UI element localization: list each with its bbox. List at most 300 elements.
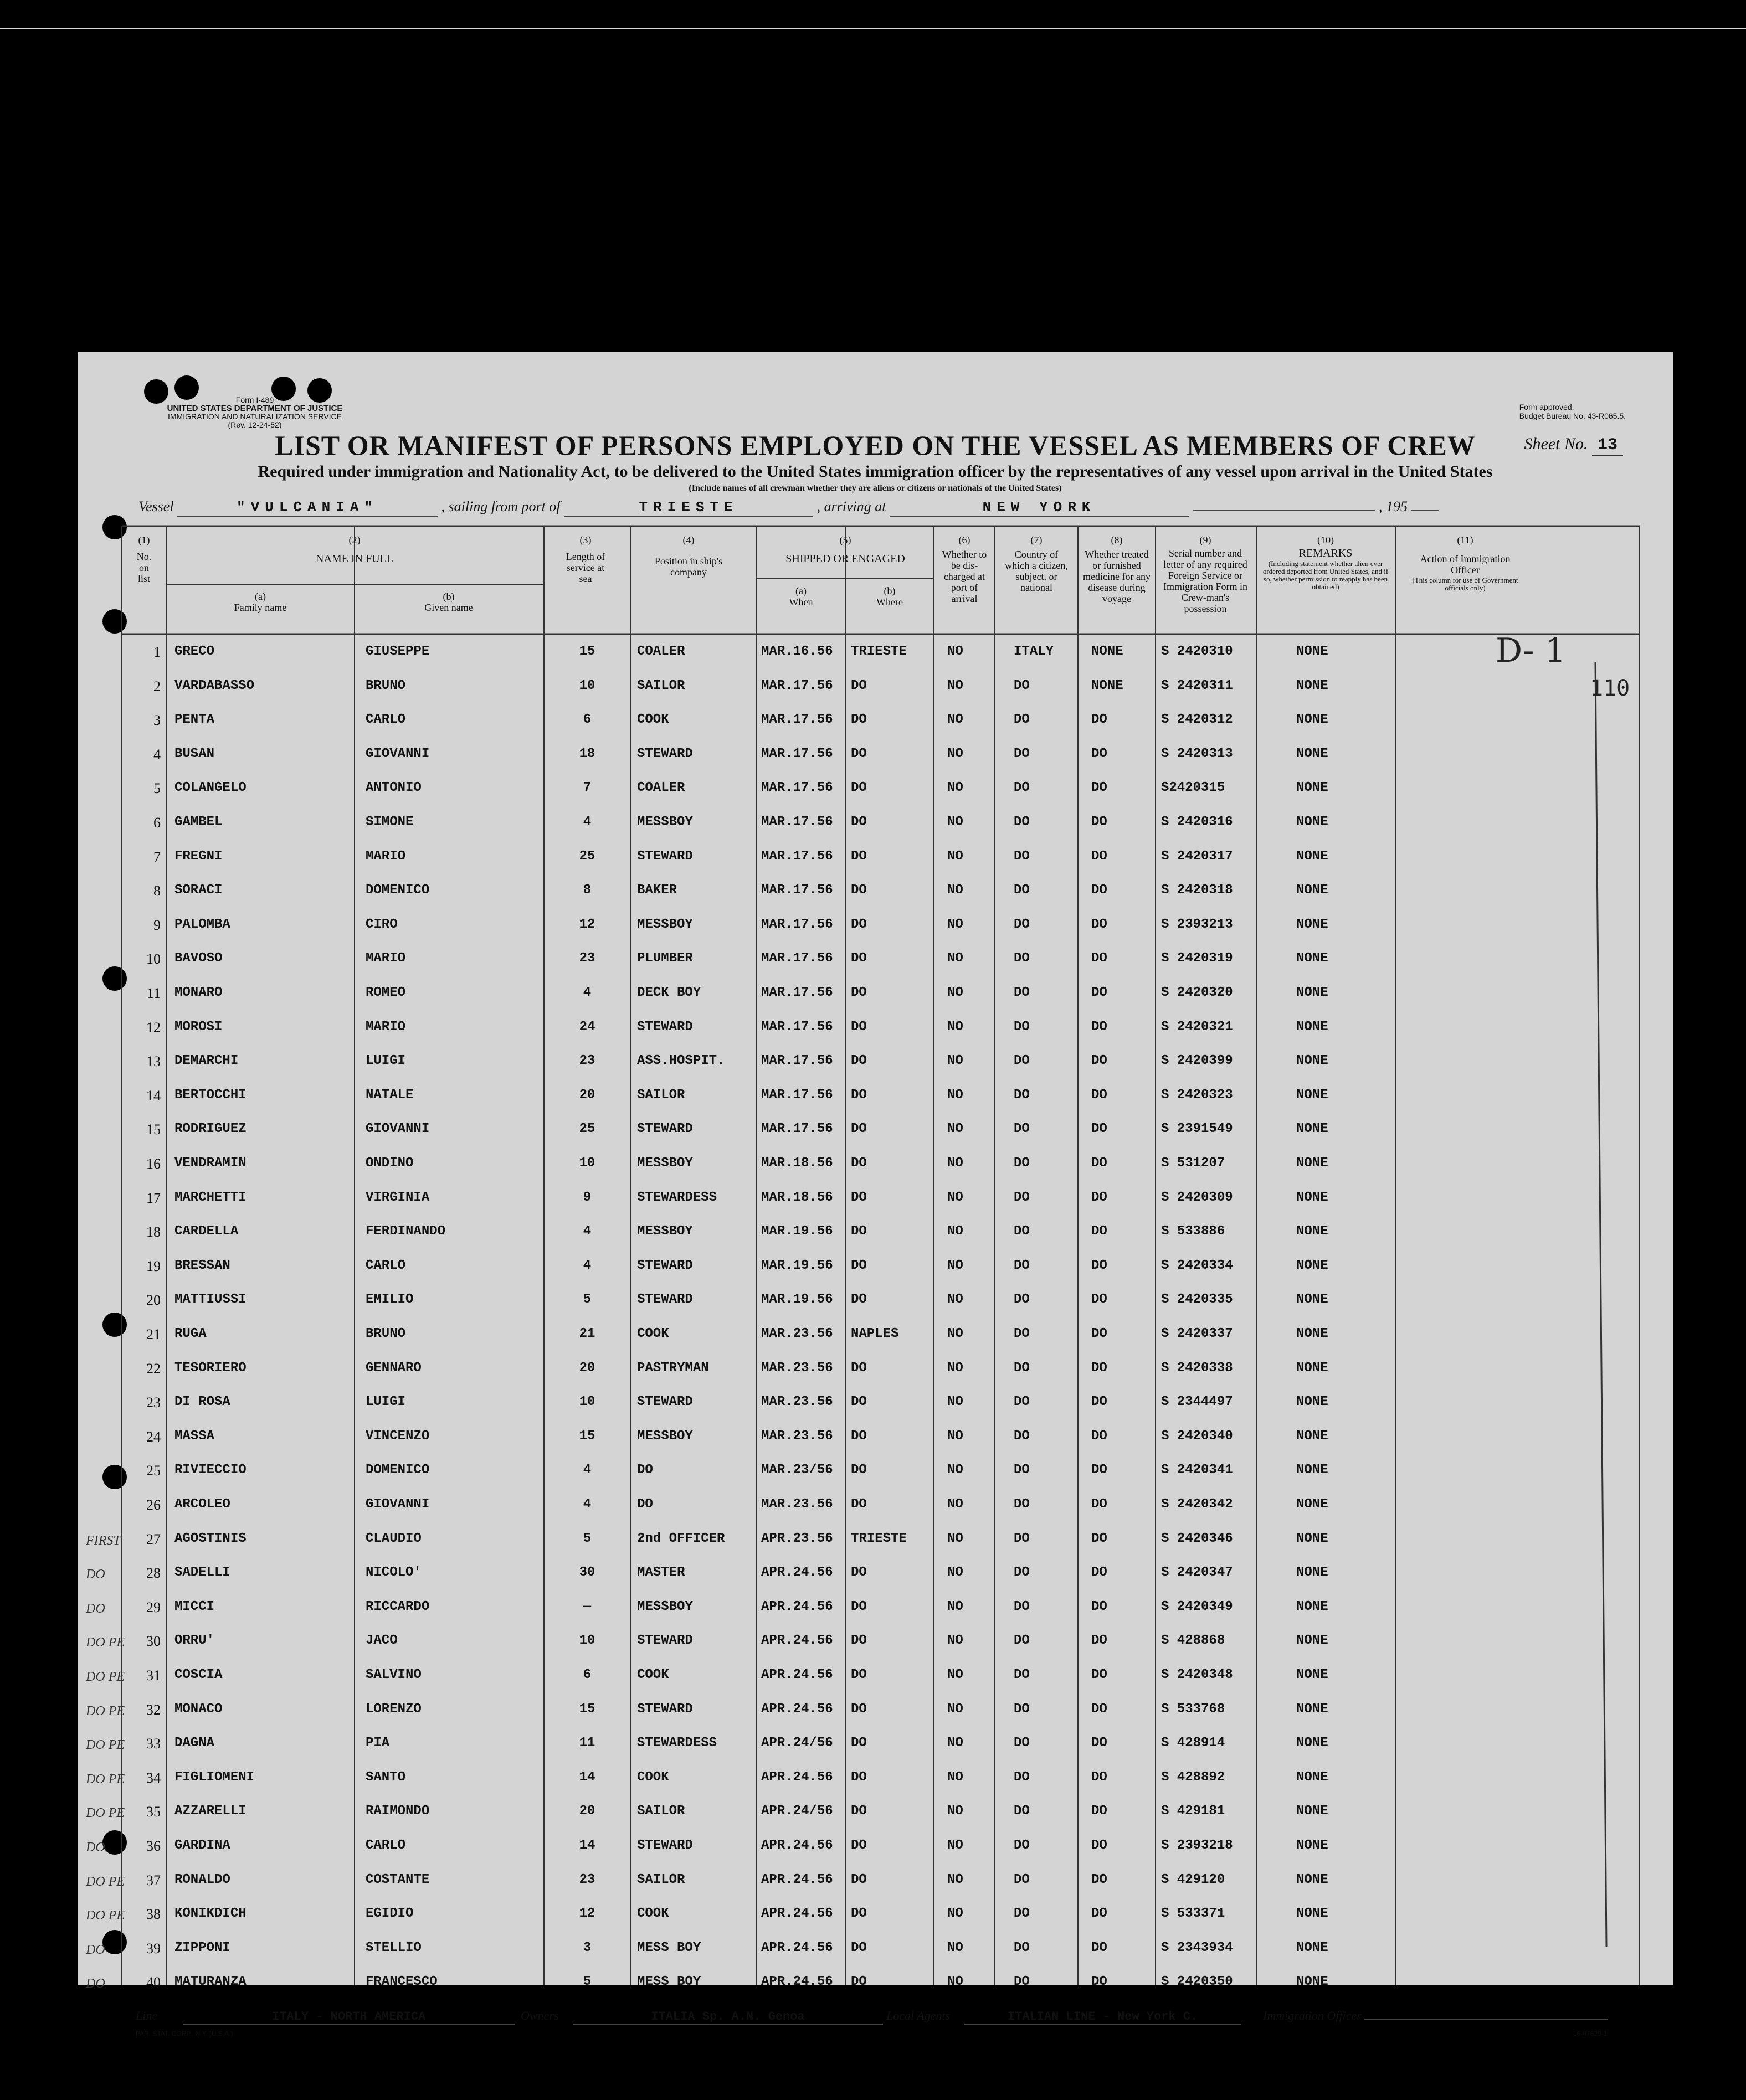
service-length: 23: [579, 1872, 595, 1887]
shipped-when: APR.24.56: [761, 1940, 833, 1955]
position: MESSBOY: [637, 917, 693, 932]
row-number: 37: [146, 1872, 161, 1888]
serial-number: S 2420311: [1161, 678, 1233, 693]
serial-number: S2420315: [1161, 780, 1225, 796]
serial-number: S 2420349: [1161, 1599, 1233, 1614]
discharged: NO: [947, 1974, 963, 1990]
given-name: NATALE: [366, 1087, 414, 1103]
service-length: 12: [579, 1906, 595, 1922]
treated: DO: [1091, 1769, 1107, 1785]
given-name: SALVINO: [366, 1667, 422, 1682]
position: SAILOR: [637, 1872, 685, 1887]
treated: DO: [1091, 1804, 1107, 1819]
crew-manifest-sheet: [78, 352, 1673, 2037]
shipped-where: DO: [851, 1633, 867, 1649]
family-name: MASSA: [174, 1428, 215, 1444]
shipped-when: APR.24.56: [761, 1701, 833, 1717]
given-name: VIRGINIA: [366, 1190, 430, 1205]
row-number: 27: [146, 1531, 161, 1547]
family-name: BAVOSO: [174, 951, 223, 966]
shipped-when: APR.24.56: [761, 1667, 833, 1682]
shipped-where: DO: [851, 985, 867, 1000]
officer-label: Immigration Officer: [1263, 2009, 1362, 2022]
family-name: ARCOLEO: [174, 1497, 230, 1512]
given-name: CARLO: [366, 712, 406, 728]
given-name: GENNARO: [366, 1360, 422, 1376]
treated: DO: [1091, 815, 1107, 830]
family-name: MATTIUSSI: [174, 1292, 247, 1308]
treated: DO: [1091, 1667, 1107, 1682]
shipped-when: APR.23.56: [761, 1531, 833, 1546]
remarks: NONE: [1296, 1121, 1328, 1137]
remarks: NONE: [1296, 1974, 1328, 1990]
shipped-when: MAR.17.56: [761, 780, 833, 796]
given-name: CLAUDIO: [366, 1531, 422, 1546]
given-name: DOMENICO: [366, 883, 430, 898]
shipped-where: DO: [851, 1360, 867, 1376]
discharged: NO: [947, 1190, 963, 1205]
country: DO: [1014, 1599, 1030, 1614]
discharged: NO: [947, 1326, 963, 1341]
family-name: DAGNA: [174, 1736, 215, 1751]
footer-officer: [1263, 2009, 1608, 2023]
remarks: NONE: [1296, 1224, 1328, 1239]
service-length: 10: [579, 1394, 595, 1410]
treated: DO: [1091, 746, 1107, 761]
country: DO: [1014, 1019, 1030, 1034]
col6-header: (6) Whether to be dis-charged at port of arrival: [942, 534, 987, 604]
serial-number: S 2420337: [1161, 1326, 1233, 1341]
family-name: PALOMBA: [174, 917, 230, 932]
discharged: NO: [947, 1156, 963, 1171]
discharged: NO: [947, 1701, 963, 1717]
service-length: —: [583, 1599, 592, 1614]
agents-value: ITALIAN LINE - New York C.: [964, 2010, 1241, 2025]
row-number: 7: [153, 848, 161, 865]
country: DO: [1014, 712, 1030, 728]
given-name: ROMEO: [366, 985, 406, 1000]
serial-number: S 533886: [1161, 1224, 1225, 1239]
country: DO: [1014, 985, 1030, 1000]
col9-header: (9) Serial number and letter of any required Foreign Service or Immigration Form in Crew-man's possession: [1163, 534, 1247, 614]
family-name: MONACO: [174, 1701, 223, 1717]
given-name: FRANCESCO: [366, 1974, 438, 1990]
serial-number: S 2420323: [1161, 1087, 1233, 1103]
remarks: NONE: [1296, 678, 1328, 693]
discharged: NO: [947, 1599, 963, 1614]
family-name: VARDABASSO: [174, 678, 255, 693]
include-note: (Include names of all crewman whether they are aliens or citizens or nationals of the United States): [689, 483, 1062, 493]
country: DO: [1014, 1463, 1030, 1478]
discharged: NO: [947, 951, 963, 966]
position: STEWARD: [637, 1292, 693, 1308]
shipped-where: DO: [851, 1087, 867, 1103]
given-name: FERDINANDO: [366, 1224, 446, 1239]
shipped-when: MAR.17.56: [761, 883, 833, 898]
remarks: NONE: [1296, 1292, 1328, 1308]
margin-note: DO PE: [86, 1670, 125, 1684]
serial-number: S 2420350: [1161, 1974, 1233, 1990]
shipped-when: MAR.17.56: [761, 1121, 833, 1137]
row-number: 31: [146, 1667, 161, 1684]
row-number: 22: [146, 1360, 161, 1377]
shipped-where: NAPLES: [851, 1326, 899, 1341]
serial-number: S 2420312: [1161, 712, 1233, 728]
family-name: RIVIECCIO: [174, 1463, 247, 1478]
row-number: 24: [146, 1428, 161, 1445]
position: STEWARD: [637, 1258, 693, 1273]
discharged: NO: [947, 1804, 963, 1819]
family-name: FREGNI: [174, 848, 223, 864]
row-number: 39: [146, 1940, 161, 1957]
shipped-when: MAR.23.56: [761, 1428, 833, 1444]
position: MASTER: [637, 1565, 685, 1581]
row-number: 36: [146, 1838, 161, 1854]
discharged: NO: [947, 712, 963, 728]
family-name: COSCIA: [174, 1667, 223, 1682]
country: DO: [1014, 780, 1030, 796]
treated: DO: [1091, 1599, 1107, 1614]
service-length: 23: [579, 951, 595, 966]
remarks: NONE: [1296, 644, 1328, 659]
serial-number: S 2393213: [1161, 917, 1233, 932]
treated: DO: [1091, 883, 1107, 898]
family-name: SADELLI: [174, 1565, 230, 1581]
family-name: GAMBEL: [174, 815, 223, 830]
service-length: 5: [583, 1292, 592, 1308]
service-length: 11: [579, 1736, 595, 1751]
given-name: EMILIO: [366, 1292, 414, 1308]
remarks: NONE: [1296, 780, 1328, 796]
position: COOK: [637, 1769, 669, 1785]
discharged: NO: [947, 1463, 963, 1478]
country: DO: [1014, 1087, 1030, 1103]
discharged: NO: [947, 1224, 963, 1239]
col1-header: (1) No. on list: [136, 534, 152, 584]
row-number: 20: [146, 1292, 161, 1309]
discharged: NO: [947, 1565, 963, 1581]
discharged: NO: [947, 1940, 963, 1955]
margin-note: DO: [86, 1942, 105, 1957]
port-of-sailing: TRIESTE: [564, 499, 813, 517]
position: MESSBOY: [637, 1156, 693, 1171]
col8-header: (8) Whether treated or furnished medicine for any disease during voyage: [1083, 534, 1151, 604]
treated: DO: [1091, 1497, 1107, 1512]
service-length: 12: [579, 917, 595, 932]
discharged: NO: [947, 917, 963, 932]
discharged: NO: [947, 985, 963, 1000]
service-length: 14: [579, 1838, 595, 1853]
position: DO: [637, 1497, 653, 1512]
remarks: NONE: [1296, 1565, 1328, 1581]
shipped-when: MAR.19.56: [761, 1224, 833, 1239]
given-name: SIMONE: [366, 815, 414, 830]
remarks: NONE: [1296, 1667, 1328, 1682]
serial-number: S 429120: [1161, 1872, 1225, 1887]
remarks: NONE: [1296, 1190, 1328, 1205]
serial-number: S 2420334: [1161, 1258, 1233, 1273]
row-number: 30: [146, 1633, 161, 1650]
owners-value: ITALIA Sp. A.N. Genoa: [573, 2010, 883, 2025]
margin-note: DO PE: [86, 1806, 125, 1821]
treated: DO: [1091, 1360, 1107, 1376]
serial-number: S 428914: [1161, 1736, 1225, 1751]
serial-number: S 531207: [1161, 1156, 1225, 1171]
col5-header: (5) SHIPPED OR ENGAGED: [785, 534, 905, 565]
row-number: 9: [153, 917, 161, 933]
shipped-where: DO: [851, 951, 867, 966]
country: DO: [1014, 1701, 1030, 1717]
position: MESSBOY: [637, 1224, 693, 1239]
row-number: 17: [146, 1190, 161, 1206]
margin-note: DO: [86, 1977, 105, 1991]
form-code: 16-67629-1: [1573, 2030, 1608, 2037]
position: COOK: [637, 1906, 669, 1922]
given-name: DOMENICO: [366, 1463, 430, 1478]
treated: DO: [1091, 780, 1107, 796]
treated: DO: [1091, 1428, 1107, 1444]
budget-number: Budget Bureau No. 43-R065.5.: [1519, 411, 1626, 420]
shipped-when: APR.24.56: [761, 1974, 833, 1990]
row-number: 2: [153, 678, 161, 694]
family-name: RUGA: [174, 1326, 207, 1341]
shipped-where: DO: [851, 1769, 867, 1785]
remarks: NONE: [1296, 1940, 1328, 1955]
country: DO: [1014, 1121, 1030, 1137]
given-name: ANTONIO: [366, 780, 422, 796]
country: DO: [1014, 1497, 1030, 1512]
shipped-when: MAR.17.56: [761, 1019, 833, 1034]
country: DO: [1014, 1428, 1030, 1444]
service-length: 24: [579, 1019, 595, 1034]
shipped-when: MAR.18.56: [761, 1156, 833, 1171]
vessel-name: "VULCANIA": [177, 499, 438, 517]
shipped-when: APR.24/56: [761, 1736, 833, 1751]
family-name: GRECO: [174, 644, 215, 659]
row-number: 35: [146, 1804, 161, 1820]
family-name: KONIKDICH: [174, 1906, 247, 1922]
shipped-where: DO: [851, 1872, 867, 1887]
shipped-where: DO: [851, 1224, 867, 1239]
family-name: PENTA: [174, 712, 215, 728]
position: STEWARD: [637, 746, 693, 761]
treated: DO: [1091, 985, 1107, 1000]
shipped-where: DO: [851, 1497, 867, 1512]
position: PLUMBER: [637, 951, 693, 966]
family-name: TESORIERO: [174, 1360, 247, 1376]
family-name: BRESSAN: [174, 1258, 230, 1273]
row-number: 16: [146, 1156, 161, 1172]
discharged: NO: [947, 1087, 963, 1103]
treated: DO: [1091, 1701, 1107, 1717]
given-name: VINCENZO: [366, 1428, 430, 1444]
shipped-where: DO: [851, 883, 867, 898]
shipped-when: APR.24.56: [761, 1906, 833, 1922]
footer-line: [136, 2009, 515, 2025]
remarks: NONE: [1296, 1633, 1328, 1649]
shipped-where: DO: [851, 1019, 867, 1034]
row-number: 34: [146, 1769, 161, 1786]
remarks: NONE: [1296, 1326, 1328, 1341]
treated: DO: [1091, 1633, 1107, 1649]
line-label: Line: [136, 2009, 158, 2022]
treated: DO: [1091, 1838, 1107, 1853]
serial-number: S 2420316: [1161, 815, 1233, 830]
row-number: 11: [146, 985, 161, 1001]
serial-number: S 2393218: [1161, 1838, 1233, 1853]
port-of-arrival: NEW YORK: [890, 499, 1189, 517]
printer-imprint: PAR. STAT. CORP., N.Y. (U.S.A.): [136, 2030, 233, 2037]
shipped-where: DO: [851, 1838, 867, 1853]
remarks: NONE: [1296, 848, 1328, 864]
shipped-when: APR.24.56: [761, 1633, 833, 1649]
serial-number: S 2420317: [1161, 848, 1233, 864]
position: STEWARDESS: [637, 1736, 717, 1751]
discharged: NO: [947, 746, 963, 761]
shipped-when: MAR.23.56: [761, 1360, 833, 1376]
position: STEWARD: [637, 1838, 693, 1853]
service-length: 15: [579, 1428, 595, 1444]
shipped-where: DO: [851, 678, 867, 693]
remarks: NONE: [1296, 1701, 1328, 1717]
given-name: NICOLO': [366, 1565, 422, 1581]
shipped-where: DO: [851, 1599, 867, 1614]
shipped-where: DO: [851, 1565, 867, 1581]
discharged: NO: [947, 1906, 963, 1922]
country: DO: [1014, 848, 1030, 864]
row-number: 26: [146, 1497, 161, 1513]
position: PASTRYMAN: [637, 1360, 709, 1376]
treated: DO: [1091, 1087, 1107, 1103]
country: DO: [1014, 1053, 1030, 1069]
remarks: NONE: [1296, 1769, 1328, 1785]
service-length: 25: [579, 1121, 595, 1137]
shipped-when: MAR.17.56: [761, 848, 833, 864]
margin-note: DO PE: [86, 1874, 125, 1889]
family-name: MARCHETTI: [174, 1190, 247, 1205]
treated: DO: [1091, 712, 1107, 728]
discharged: NO: [947, 1667, 963, 1682]
country: DO: [1014, 1394, 1030, 1410]
serial-number: S 2420319: [1161, 951, 1233, 966]
shipped-where: DO: [851, 1701, 867, 1717]
serial-number: S 2343934: [1161, 1940, 1233, 1955]
row-number: 10: [146, 951, 161, 967]
remarks: NONE: [1296, 1599, 1328, 1614]
country: DO: [1014, 678, 1030, 693]
discharged: NO: [947, 1838, 963, 1853]
officer-blank: [1364, 2019, 1608, 2020]
position: SAILOR: [637, 1087, 685, 1103]
margin-note: DO: [86, 1840, 105, 1855]
family-name: ZIPPONI: [174, 1940, 230, 1955]
service-length: 9: [583, 1190, 592, 1205]
serial-number: S 428868: [1161, 1633, 1225, 1649]
serial-number: S 2420347: [1161, 1565, 1233, 1581]
remarks: NONE: [1296, 712, 1328, 728]
service-name: IMMIGRATION AND NATURALIZATION SERVICE: [168, 412, 342, 421]
col10-header: (10) REMARKS (Including statement whether alien ever ordered deported from United States, and if so, whether permission to reapply has been obtained): [1262, 534, 1389, 591]
discharged: NO: [947, 1633, 963, 1649]
col7-header: (7) Country of which a citizen, subject, or national: [1005, 534, 1068, 593]
shipped-where: DO: [851, 1258, 867, 1273]
family-name: FIGLIOMENI: [174, 1769, 255, 1785]
remarks: NONE: [1296, 1906, 1328, 1922]
row-number: 5: [153, 780, 161, 797]
family-name: BUSAN: [174, 746, 215, 761]
given-name: JACO: [366, 1633, 398, 1649]
shipped-when: MAR.17.56: [761, 712, 833, 728]
position: MESSBOY: [637, 1599, 693, 1614]
country: DO: [1014, 1156, 1030, 1171]
discharged: NO: [947, 883, 963, 898]
row-number: 15: [146, 1121, 161, 1138]
position: ASS.HOSPIT.: [637, 1053, 725, 1069]
given-name: RICCARDO: [366, 1599, 430, 1614]
treated: DO: [1091, 1053, 1107, 1069]
shipped-when: MAR.17.56: [761, 815, 833, 830]
remarks: NONE: [1296, 917, 1328, 932]
position: STEWARD: [637, 1633, 693, 1649]
serial-number: S 2420310: [1161, 644, 1233, 659]
given-name: RAIMONDO: [366, 1804, 430, 1819]
service-length: 4: [583, 1258, 592, 1273]
family-name: BERTOCCHI: [174, 1087, 247, 1103]
serial-number: S 429181: [1161, 1804, 1225, 1819]
serial-number: S 2420318: [1161, 883, 1233, 898]
given-name: GIOVANNI: [366, 1497, 430, 1512]
position: COALER: [637, 644, 685, 659]
given-name: BRUNO: [366, 678, 406, 693]
position: SAILOR: [637, 1804, 685, 1819]
remarks: NONE: [1296, 1736, 1328, 1751]
country: DO: [1014, 1531, 1030, 1546]
country: DO: [1014, 1667, 1030, 1682]
remarks: NONE: [1296, 1872, 1328, 1887]
service-length: 25: [579, 848, 595, 864]
shipped-where: DO: [851, 712, 867, 728]
family-name: ORRU': [174, 1633, 215, 1649]
family-name: RODRIGUEZ: [174, 1121, 247, 1137]
col11-header: (11) Action of Immigration Officer (This column for use of Government officials only): [1412, 534, 1518, 592]
discharged: NO: [947, 644, 963, 659]
shipped-when: APR.24/56: [761, 1804, 833, 1819]
treated: DO: [1091, 1326, 1107, 1341]
given-name: EGIDIO: [366, 1906, 414, 1922]
margin-note: DO PE: [86, 1772, 125, 1787]
row-number: 14: [146, 1087, 161, 1104]
service-length: 14: [579, 1769, 595, 1785]
shipped-when: APR.24.56: [761, 1769, 833, 1785]
serial-number: S 2420335: [1161, 1292, 1233, 1308]
treated: DO: [1091, 1292, 1107, 1308]
treated: DO: [1091, 1190, 1107, 1205]
discharged: NO: [947, 1053, 963, 1069]
family-name: COLANGELO: [174, 780, 247, 796]
given-name: COSTANTE: [366, 1872, 430, 1887]
discharged: NO: [947, 848, 963, 864]
footer-agents: [886, 2009, 1241, 2025]
country: DO: [1014, 1258, 1030, 1273]
officer-count: 110: [1590, 676, 1630, 701]
given-name: SANTO: [366, 1769, 406, 1785]
row-number: 18: [146, 1224, 161, 1241]
treated: DO: [1091, 1258, 1107, 1273]
shipped-when: MAR.23.56: [761, 1497, 833, 1512]
remarks: NONE: [1296, 1053, 1328, 1069]
treated: DO: [1091, 1906, 1107, 1922]
country: DO: [1014, 951, 1030, 966]
